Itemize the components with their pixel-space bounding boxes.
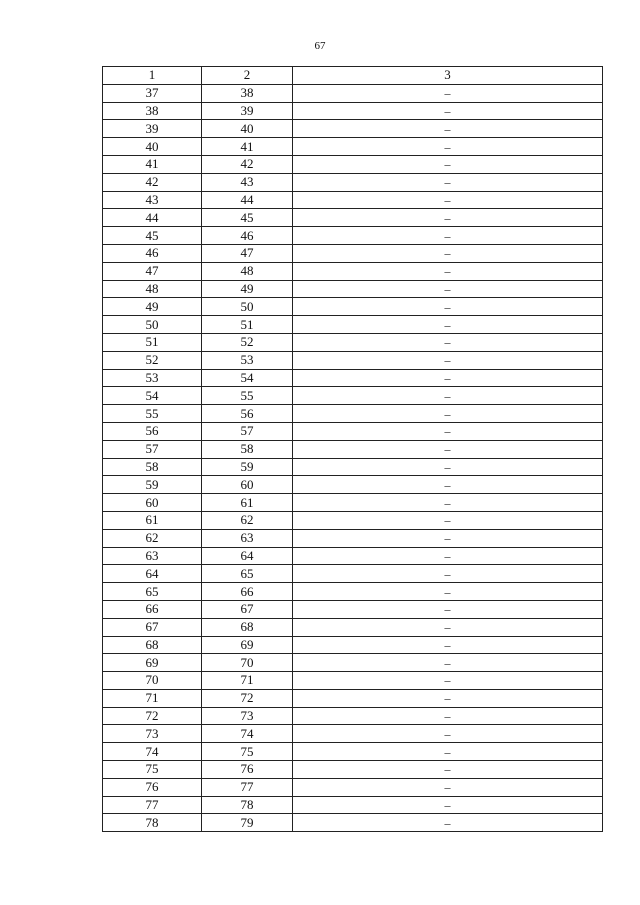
table-cell-col-3: – <box>293 422 603 440</box>
table-cell-col-2: 40 <box>202 120 293 138</box>
table-row <box>103 565 603 583</box>
table-cell-col-1: 43 <box>103 191 202 209</box>
table-cell-col-3: – <box>293 529 603 547</box>
table-cell-col-2: 49 <box>202 280 293 298</box>
table-row <box>103 369 603 387</box>
table-cell-col-2: 46 <box>202 227 293 245</box>
table-cell-col-3: – <box>293 725 603 743</box>
table-cell-col-3: – <box>293 458 603 476</box>
table-cell-col-1: 67 <box>103 618 202 636</box>
table-cell-col-2: 76 <box>202 761 293 779</box>
table-cell-col-2: 52 <box>202 333 293 351</box>
table-cell-col-1: 68 <box>103 636 202 654</box>
table-cell-col-1: 37 <box>103 84 202 102</box>
table-cell-col-1: 49 <box>103 298 202 316</box>
table-row <box>103 547 603 565</box>
table-row <box>103 102 603 120</box>
table-cell-col-1: 69 <box>103 654 202 672</box>
table-cell-col-3: – <box>293 654 603 672</box>
table-row <box>103 333 603 351</box>
data-table <box>102 66 603 832</box>
table-cell-col-1: 62 <box>103 529 202 547</box>
table-cell-col-1: 55 <box>103 405 202 423</box>
table-cell-col-3: – <box>293 618 603 636</box>
table-cell-col-1: 70 <box>103 672 202 690</box>
table-row <box>103 600 603 618</box>
table-cell-col-3: – <box>293 209 603 227</box>
table-row <box>103 778 603 796</box>
table-cell-col-2: 45 <box>202 209 293 227</box>
table-cell-col-1: 75 <box>103 761 202 779</box>
table-cell-col-2: 42 <box>202 155 293 173</box>
table-row <box>103 743 603 761</box>
table-cell-col-3: – <box>293 761 603 779</box>
table-row <box>103 458 603 476</box>
table-cell-col-2: 75 <box>202 743 293 761</box>
table-cell-col-3: – <box>293 102 603 120</box>
table-cell-col-3: – <box>293 476 603 494</box>
table-cell-col-3: – <box>293 565 603 583</box>
table-row <box>103 138 603 156</box>
table-cell-col-1: 50 <box>103 316 202 334</box>
table-cell-col-2: 72 <box>202 689 293 707</box>
table-row <box>103 761 603 779</box>
table-cell-col-3: – <box>293 387 603 405</box>
table-row <box>103 227 603 245</box>
table-row <box>103 422 603 440</box>
table-cell-col-2: 39 <box>202 102 293 120</box>
table-cell-col-1: 44 <box>103 209 202 227</box>
table-cell-col-3: – <box>293 351 603 369</box>
table-cell-col-1: 54 <box>103 387 202 405</box>
table-row <box>103 173 603 191</box>
table-cell-col-1: 71 <box>103 689 202 707</box>
table-cell-col-2: 54 <box>202 369 293 387</box>
table-row <box>103 120 603 138</box>
table-cell-col-2: 48 <box>202 262 293 280</box>
table-cell-col-2: 71 <box>202 672 293 690</box>
table-cell-col-2: 60 <box>202 476 293 494</box>
table-cell-col-3: – <box>293 778 603 796</box>
table-cell-col-2: 51 <box>202 316 293 334</box>
table-cell-col-2: 63 <box>202 529 293 547</box>
table-cell-col-1: 65 <box>103 583 202 601</box>
table-cell-col-1: 63 <box>103 547 202 565</box>
table-cell-col-1: 47 <box>103 262 202 280</box>
table-cell-col-1: 46 <box>103 244 202 262</box>
table-row <box>103 387 603 405</box>
table-cell-col-3: – <box>293 191 603 209</box>
column-header-1: 1 <box>103 67 202 85</box>
table-cell-col-1: 58 <box>103 458 202 476</box>
table-cell-col-3: – <box>293 280 603 298</box>
table-cell-col-2: 44 <box>202 191 293 209</box>
table-cell-col-1: 60 <box>103 494 202 512</box>
table-cell-col-2: 79 <box>202 814 293 832</box>
table-row <box>103 529 603 547</box>
table-cell-col-1: 48 <box>103 280 202 298</box>
table-cell-col-1: 41 <box>103 155 202 173</box>
table-cell-col-2: 43 <box>202 173 293 191</box>
table-cell-col-2: 59 <box>202 458 293 476</box>
table-cell-col-3: – <box>293 138 603 156</box>
table-cell-col-3: – <box>293 636 603 654</box>
table-cell-col-1: 74 <box>103 743 202 761</box>
table-cell-col-3: – <box>293 707 603 725</box>
table-cell-col-2: 55 <box>202 387 293 405</box>
table-cell-col-2: 68 <box>202 618 293 636</box>
table-row <box>103 405 603 423</box>
table-cell-col-2: 78 <box>202 796 293 814</box>
table-cell-col-3: – <box>293 244 603 262</box>
table-cell-col-3: – <box>293 689 603 707</box>
table-cell-col-3: – <box>293 814 603 832</box>
table-row <box>103 814 603 832</box>
table-cell-col-1: 52 <box>103 351 202 369</box>
table-row <box>103 725 603 743</box>
table-cell-col-1: 61 <box>103 511 202 529</box>
table-row <box>103 511 603 529</box>
table-row <box>103 707 603 725</box>
table-cell-col-3: – <box>293 155 603 173</box>
table-cell-col-2: 66 <box>202 583 293 601</box>
table-row <box>103 618 603 636</box>
table-cell-col-2: 57 <box>202 422 293 440</box>
table-header-row <box>103 67 603 85</box>
table-cell-col-1: 53 <box>103 369 202 387</box>
table-cell-col-2: 61 <box>202 494 293 512</box>
table-cell-col-3: – <box>293 316 603 334</box>
table-cell-col-3: – <box>293 743 603 761</box>
table-cell-col-1: 40 <box>103 138 202 156</box>
table-cell-col-1: 64 <box>103 565 202 583</box>
page-number: 67 <box>314 40 326 52</box>
table-row <box>103 494 603 512</box>
table-cell-col-3: – <box>293 547 603 565</box>
table-row <box>103 84 603 102</box>
table-cell-col-3: – <box>293 120 603 138</box>
table-row <box>103 796 603 814</box>
table-body <box>103 84 603 831</box>
table-cell-col-3: – <box>293 405 603 423</box>
table-cell-col-3: – <box>293 511 603 529</box>
table-cell-col-3: – <box>293 600 603 618</box>
table-row <box>103 316 603 334</box>
table-row <box>103 280 603 298</box>
table-cell-col-2: 77 <box>202 778 293 796</box>
table-cell-col-1: 72 <box>103 707 202 725</box>
table-cell-col-3: – <box>293 173 603 191</box>
column-header-3: 3 <box>293 67 603 85</box>
table-row <box>103 440 603 458</box>
table-cell-col-2: 47 <box>202 244 293 262</box>
table-cell-col-2: 56 <box>202 405 293 423</box>
table-cell-col-2: 70 <box>202 654 293 672</box>
table-cell-col-3: – <box>293 333 603 351</box>
table-cell-col-1: 42 <box>103 173 202 191</box>
table-cell-col-1: 57 <box>103 440 202 458</box>
table-cell-col-1: 78 <box>103 814 202 832</box>
table-cell-col-2: 67 <box>202 600 293 618</box>
table-row <box>103 262 603 280</box>
table-cell-col-3: – <box>293 369 603 387</box>
table-cell-col-1: 45 <box>103 227 202 245</box>
table-cell-col-3: – <box>293 494 603 512</box>
table-cell-col-3: – <box>293 672 603 690</box>
table-cell-col-3: – <box>293 298 603 316</box>
table-cell-col-1: 56 <box>103 422 202 440</box>
table-cell-col-2: 41 <box>202 138 293 156</box>
table-cell-col-1: 76 <box>103 778 202 796</box>
table-cell-col-2: 38 <box>202 84 293 102</box>
table-cell-col-1: 77 <box>103 796 202 814</box>
table-cell-col-2: 64 <box>202 547 293 565</box>
table-row <box>103 155 603 173</box>
table-cell-col-3: – <box>293 796 603 814</box>
table-cell-col-1: 39 <box>103 120 202 138</box>
table-cell-col-1: 66 <box>103 600 202 618</box>
table-cell-col-1: 59 <box>103 476 202 494</box>
table-row <box>103 351 603 369</box>
table-row <box>103 209 603 227</box>
table-row <box>103 583 603 601</box>
table-cell-col-2: 50 <box>202 298 293 316</box>
table-cell-col-2: 69 <box>202 636 293 654</box>
table-row <box>103 244 603 262</box>
table-cell-col-2: 65 <box>202 565 293 583</box>
table-cell-col-2: 62 <box>202 511 293 529</box>
table-row <box>103 298 603 316</box>
table-cell-col-1: 51 <box>103 333 202 351</box>
table-cell-col-2: 73 <box>202 707 293 725</box>
table-cell-col-1: 38 <box>103 102 202 120</box>
table-row <box>103 672 603 690</box>
table-cell-col-3: – <box>293 227 603 245</box>
table-cell-col-3: – <box>293 583 603 601</box>
table-cell-col-2: 74 <box>202 725 293 743</box>
table-cell-col-1: 73 <box>103 725 202 743</box>
table-cell-col-2: 53 <box>202 351 293 369</box>
table-row <box>103 191 603 209</box>
table-cell-col-3: – <box>293 84 603 102</box>
column-header-2: 2 <box>202 67 293 85</box>
table-row <box>103 476 603 494</box>
table-cell-col-3: – <box>293 262 603 280</box>
table-row <box>103 636 603 654</box>
table-row <box>103 689 603 707</box>
table-cell-col-3: – <box>293 440 603 458</box>
table-row <box>103 654 603 672</box>
table-cell-col-2: 58 <box>202 440 293 458</box>
